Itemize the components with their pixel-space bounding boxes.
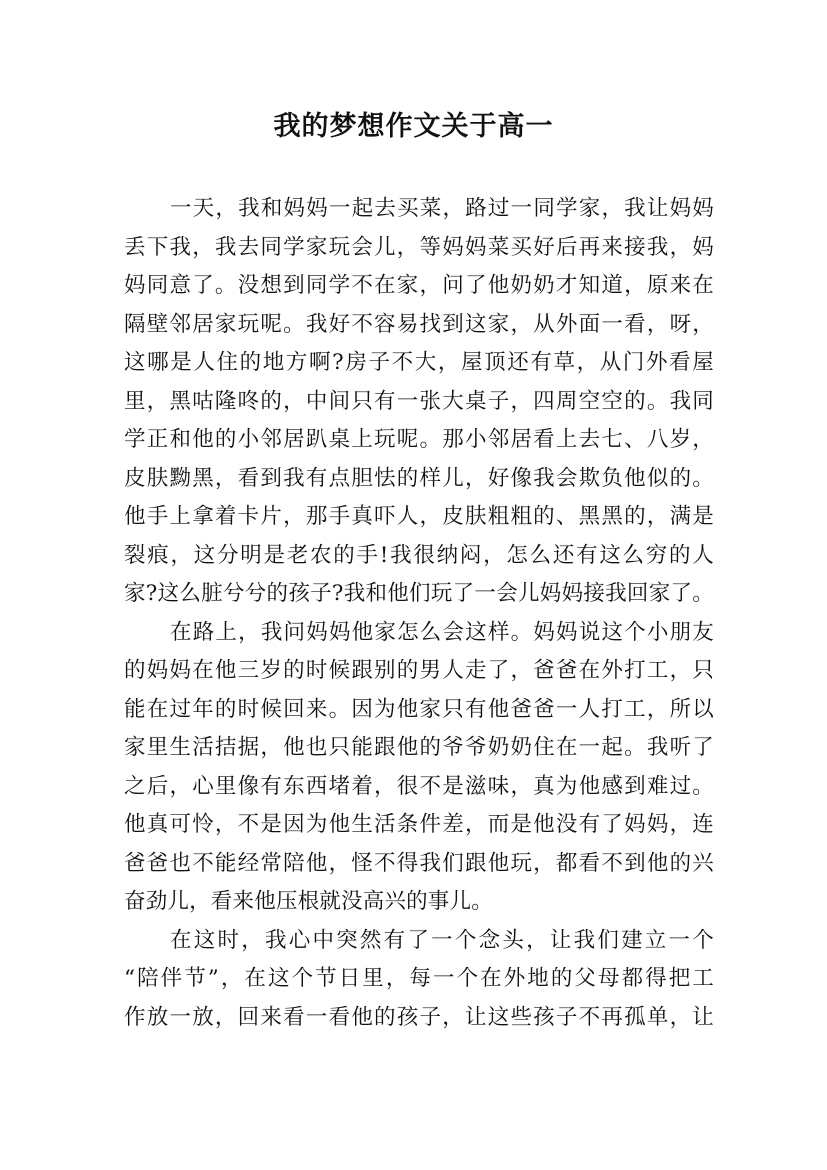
- essay-body: [124, 190, 714, 1037]
- paragraph-1-line: 里，黑咕隆咚的，中间只有一张大桌子，四周空空的。我同: [124, 388, 714, 414]
- document-title: 我的梦想作文关于高一: [273, 111, 554, 142]
- paragraph-2-line: 爸爸也不能经常陪他，怪不得我们跟他玩，都看不到他的兴: [124, 850, 714, 876]
- paragraph-2-line: 的妈妈在他三岁的时候跟别的男人走了，爸爸在外打工，只: [124, 658, 714, 683]
- paragraph-1-line: 丢下我，我去同学家玩会儿，等妈妈菜买好后再来接我，妈: [124, 234, 714, 260]
- paragraph-1-line: 裂痕，这分明是老农的手!我很纳闷，怎么还有这么穷的人: [124, 542, 714, 568]
- paragraph-1-line: 这哪是人住的地方啊?房子不大，屋顶还有草，从门外看屋: [124, 350, 714, 375]
- paragraph-3-line: “陪伴节”，在这个节日里，每一个在外地的父母都得把工: [124, 966, 714, 991]
- paragraph-2-line: 他真可怜，不是因为他生活条件差，而是他没有了妈妈，连: [124, 812, 714, 837]
- paragraph-3-line: 在这时，我心中突然有了一个念头，让我们建立一个: [170, 927, 714, 953]
- paragraph-2-line: 奋劲儿，看来他压根就没高兴的事儿。: [124, 889, 493, 914]
- paragraph-3-line: 作放一放，回来看一看他的孩子，让这些孩子不再孤单，让: [124, 1004, 714, 1030]
- paragraph-1-line: 妈同意了。没想到同学不在家，问了他奶奶才知道，原来在: [124, 273, 714, 298]
- paragraph-2-line: 在路上，我问妈妈他家怎么会这样。妈妈说这个小朋友: [170, 619, 714, 645]
- paragraph-1-line: 皮肤黝黑，看到我有点胆怯的样儿，好像我会欺负他似的。: [124, 465, 714, 491]
- paragraph-2-line: 能在过年的时候回来。因为他家只有他爸爸一人打工，所以: [124, 696, 714, 722]
- paragraph-2-line: 家里生活拮据，他也只能跟他的爷爷奶奶住在一起。我听了: [124, 735, 714, 760]
- paragraph-1-line: 家?这么脏兮兮的孩子?我和他们玩了一会儿妈妈接我回家了。: [124, 581, 714, 606]
- paragraph-1-line: 一天，我和妈妈一起去买菜，路过一同学家，我让妈妈: [170, 196, 714, 221]
- paragraph-2-line: 之后，心里像有东西堵着，很不是滋味，真为他感到难过。: [124, 773, 714, 799]
- paragraph-1-line: 隔壁邻居家玩呢。我好不容易找到这家，从外面一看，呀，: [124, 311, 714, 337]
- paragraph-1-line: 他手上拿着卡片，那手真吓人，皮肤粗粗的、黑黑的，满是: [124, 504, 714, 529]
- paragraph-1-line: 学正和他的小邻居趴桌上玩呢。那小邻居看上去七、八岁，: [124, 427, 714, 452]
